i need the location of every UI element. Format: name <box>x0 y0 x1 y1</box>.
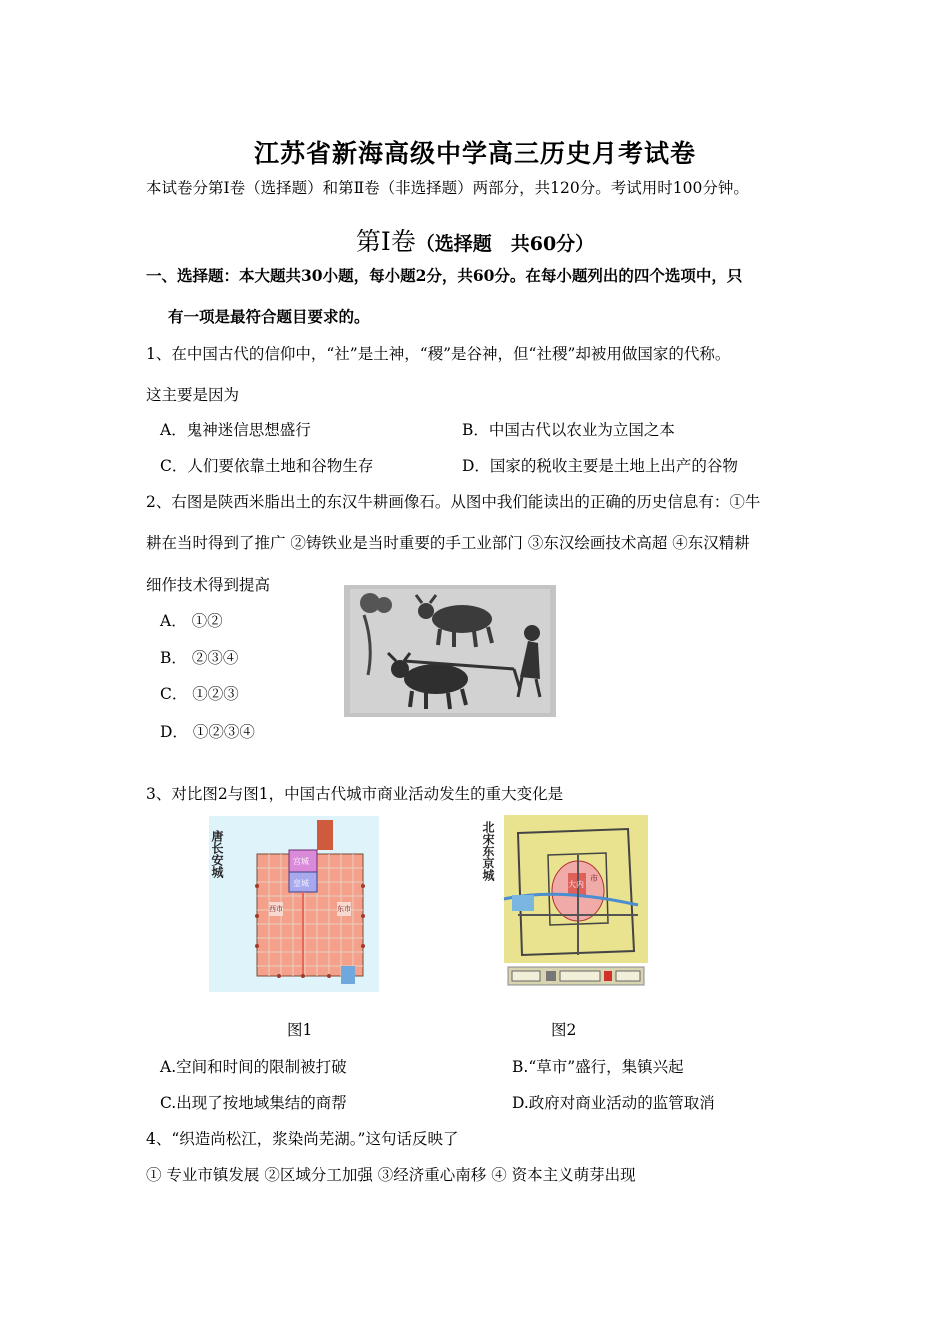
q1-stem-line-1: 1、在中国古代的信仰中，“社”是土神，“稷”是谷神，但“社稷”却被用做国家的代称。 <box>146 345 731 363</box>
exam-intro: 本试卷分第Ⅰ卷（选择题）和第Ⅱ卷（非选择题）两部分，共120分。考试用时100分钟。 <box>146 179 749 197</box>
q2-option-b[interactable]: B． ②③④ <box>160 649 239 667</box>
fig1-west-market-mark: 西市 <box>269 905 283 913</box>
figure-1-caption: 图1 <box>287 1021 313 1039</box>
q4-stem-line-1: 4、“织造尚松江，浆染尚芜湖。”这句话反映了 <box>146 1130 459 1148</box>
q3-option-a[interactable]: A.空间和时间的限制被打破 <box>160 1058 347 1076</box>
fig1-imperial-mark: 皇城 <box>293 879 309 888</box>
q3-option-c[interactable]: C.出现了按地域集结的商帮 <box>160 1094 347 1112</box>
q1-option-d[interactable]: D．国家的税收主要是土地上出产的谷物 <box>462 457 738 475</box>
q2-option-d[interactable]: D． ①②③④ <box>160 723 255 741</box>
song-dongjing-map-image <box>478 815 648 992</box>
q2-option-c[interactable]: C． ①②③ <box>160 685 239 703</box>
fig2-palace-mark: 大内 <box>568 880 584 889</box>
q2-stem-line-3: 细作技术得到提高 <box>146 576 271 594</box>
q3-option-d[interactable]: D.政府对商业活动的监管取消 <box>512 1094 715 1112</box>
q3-stem: 3、对比图2与图1，中国古代城市商业活动发生的重大变化是 <box>146 785 564 803</box>
instructions-line-1: 一、选择题：本大题共30小题，每小题2分，共60分。在每小题列出的四个选项中，只 <box>146 266 743 285</box>
q2-stem-line-1: 2、右图是陕西米脂出土的东汉牛耕画像石。从图中我们能读出的正确的历史信息有：①牛 <box>146 493 761 511</box>
figure-2-caption: 图2 <box>551 1021 577 1039</box>
fig1-east-market-mark: 东市 <box>337 905 351 913</box>
q2-stem-line-2: 耕在当时得到了推广 ②铸铁业是当时重要的手工业部门 ③东汉绘画技术高超 ④东汉精耕 <box>146 534 750 552</box>
fig2-map-label: 北宋东京城 <box>481 821 495 881</box>
q1-option-a[interactable]: A．鬼神迷信思想盛行 <box>160 421 311 439</box>
fig2-market-mark: 市 <box>590 874 598 883</box>
tang-changan-map-image <box>209 816 379 992</box>
volume-main: 第Ⅰ卷 <box>355 227 416 256</box>
volume-sub: （选择题 共60分） <box>415 233 595 255</box>
q1-option-b[interactable]: B．中国古代以农业为立国之本 <box>462 421 675 439</box>
volume-heading <box>0 222 950 258</box>
page-title: 江苏省新海高级中学高三历史月考试卷 <box>253 139 696 168</box>
q4-stem-line-2: ① 专业市镇发展 ②区域分工加强 ③经济重心南移 ④ 资本主义萌芽出现 <box>146 1166 636 1184</box>
fig1-map-label: 唐长安城 <box>210 830 224 878</box>
q3-option-b[interactable]: B.“草市”盛行，集镇兴起 <box>512 1058 684 1076</box>
ox-plowing-stone-relief-image <box>344 585 556 717</box>
instructions-line-2: 有一项是最符合题目要求的。 <box>168 307 370 326</box>
q1-option-c[interactable]: C．人们要依靠土地和谷物生存 <box>160 457 374 475</box>
q1-stem-line-2: 这主要是因为 <box>146 386 240 404</box>
q2-option-a[interactable]: A． ①② <box>160 612 223 630</box>
fig1-palace-mark: 宫城 <box>293 857 309 866</box>
